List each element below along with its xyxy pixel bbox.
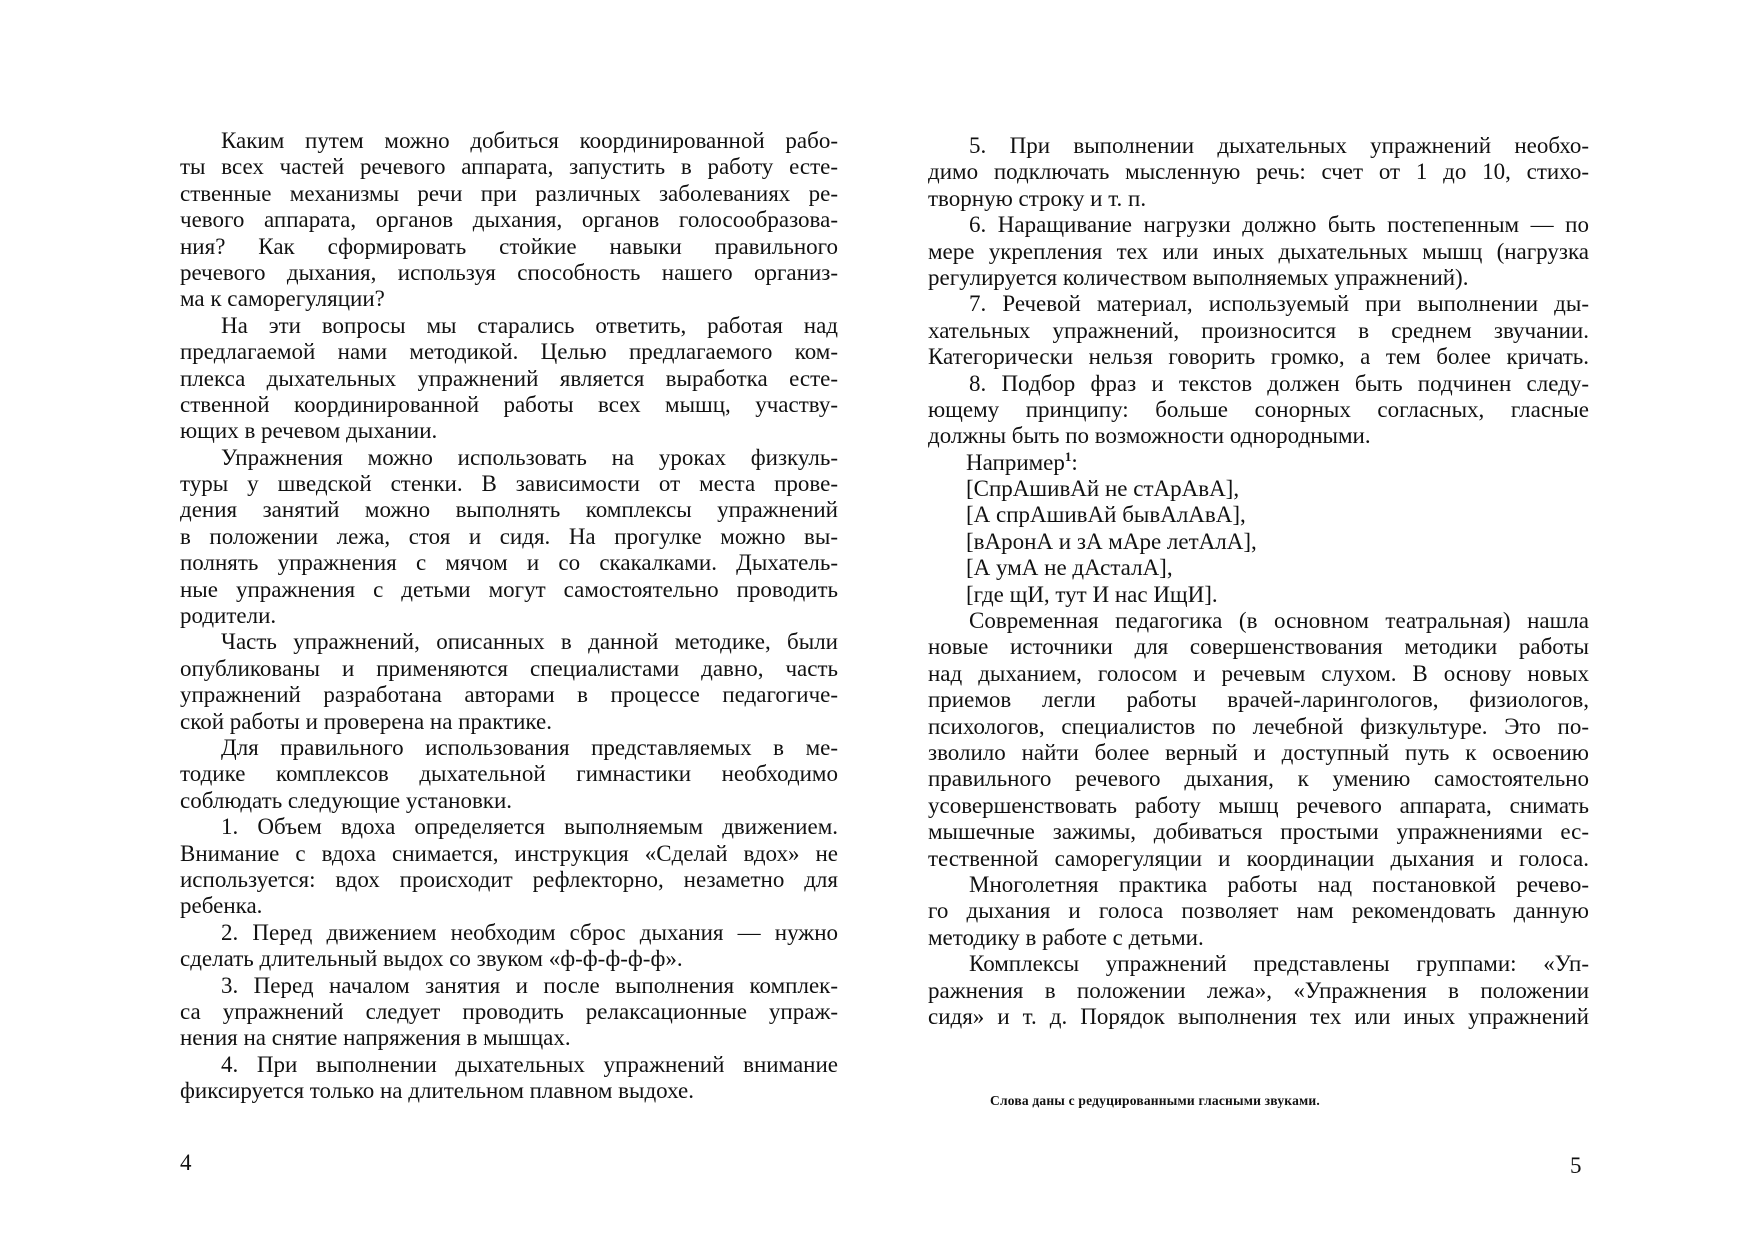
text-line	[180, 1052, 838, 1078]
line-text: ния? Как сформировать стойкие навыки правильного	[180, 233, 838, 259]
text-line	[180, 682, 838, 708]
line-text: 8. Подбор фраз и текстов должен быть подчинен следу-	[969, 370, 1589, 396]
text-line	[928, 265, 1589, 291]
line-text: На эти вопросы мы старались ответить, работая над	[221, 312, 838, 338]
text-line	[928, 898, 1589, 924]
text-line	[928, 186, 1589, 212]
page-number-left: 4	[180, 1150, 192, 1175]
line-text: 7. Речевой материал, используемый при выполнении ды-	[969, 291, 1589, 317]
text-line	[928, 951, 1589, 977]
text-line	[928, 608, 1589, 634]
text-line	[928, 793, 1589, 819]
line-text: Каким путем можно добиться координированной рабо-	[221, 128, 838, 153]
text-line	[180, 814, 838, 840]
text-line	[180, 656, 838, 682]
line-text: димо подключать мысленную речь: счет от 1 до 10, стихо-	[928, 159, 1589, 185]
line-text: са упражнений следует проводить релаксационные упраж-	[180, 998, 838, 1024]
text-line	[180, 709, 838, 735]
line-text: 3. Перед началом занятия и после выполнения комплек-	[221, 972, 838, 998]
line-text: ные упражнения с детьми могут самостоятельно проводить	[180, 576, 838, 602]
text-line	[928, 476, 1589, 502]
line-text: ражнения в положении лежа», «Упражнения в положении	[928, 977, 1589, 1003]
text-line	[180, 761, 838, 787]
line-text: над дыханием, голосом и речевым слухом. В основу новых	[928, 660, 1589, 686]
text-line	[928, 740, 1589, 766]
footnote: Слова даны с редуцированными гласными звуками.	[990, 1093, 1320, 1108]
text-line	[180, 629, 838, 655]
text-line	[180, 524, 838, 550]
line-text: [где щИ, тут И нас ИщИ].	[966, 581, 1218, 607]
line-text: дения занятий можно выполнять комплексы упражнений	[180, 497, 838, 523]
text-line	[928, 371, 1589, 397]
line-text: должны быть по возможности однородными.	[928, 423, 1371, 449]
text-line	[180, 471, 838, 497]
text-line	[180, 181, 838, 207]
text-line	[180, 260, 838, 286]
line-text: нения на снятие напряжения в мышцах.	[180, 1025, 571, 1051]
line-text: ющему принципу: больше сонорных согласных, гласные	[928, 396, 1589, 422]
line-text: плекса дыхательных упражнений является выработка есте-	[180, 365, 838, 391]
footnote-marker: 1	[1064, 448, 1072, 464]
text-line	[928, 450, 1589, 476]
text-line	[928, 582, 1589, 608]
line-text: методику в работе с детьми.	[928, 924, 1204, 950]
text-line	[180, 999, 838, 1025]
text-line	[928, 1004, 1589, 1030]
line-text: тественной саморегуляции и координации дыхания и голоса.	[928, 845, 1589, 871]
page-number-right: 5	[1570, 1153, 1582, 1178]
line-text: фиксируется только на длительном плавном выдохе.	[180, 1078, 694, 1104]
text-line	[180, 234, 838, 260]
line-text: го дыхания и голоса позволяет нам рекомендовать данную	[928, 898, 1589, 924]
line-text: Упражнения можно использовать на уроках физкуль-	[221, 444, 838, 470]
text-line	[928, 872, 1589, 898]
line-text: соблюдать следующие установки.	[180, 787, 513, 813]
text-line	[180, 973, 838, 999]
line-text: Часть упражнений, описанных в данной методике, были	[221, 629, 838, 655]
text-line	[928, 529, 1589, 555]
line-text: речевого дыхания, используя способность нашего организ-	[180, 259, 838, 285]
text-line	[180, 946, 838, 972]
text-line	[928, 423, 1589, 449]
line-text: туры у шведской стенки. В зависимости от места прове-	[180, 471, 838, 497]
line-text: ственной координированной работы всех мышц, участву-	[180, 391, 838, 417]
text-line	[928, 555, 1589, 581]
text-line	[180, 1078, 838, 1104]
line-text: предлагаемой нами методикой. Целью предлагаемого ком-	[180, 339, 838, 365]
text-line	[928, 661, 1589, 687]
line-text: ственные механизмы речи при различных заболеваниях ре-	[180, 180, 838, 206]
text-line	[928, 846, 1589, 872]
line-text: 2. Перед движением необходим сброс дыхания — нужно	[221, 919, 838, 945]
text-line	[928, 318, 1589, 344]
line-text: ты всех частей речевого аппарата, запустить в работу есте-	[180, 154, 838, 180]
text-line	[180, 207, 838, 233]
line-text: сидя» и т. д. Порядок выполнения тех или иных упражнений	[928, 1003, 1589, 1029]
line-text: хательных упражнений, произносится в среднем звучании.	[928, 317, 1589, 343]
line-text: родители.	[180, 603, 277, 629]
line-text: зволило найти более верный и доступный путь к освоению	[928, 739, 1589, 765]
line-text: в положении лежа, стоя и сидя. На прогулке можно вы-	[180, 523, 838, 549]
text-line	[180, 603, 838, 629]
line-text: мышечные зажимы, добиваться простыми упражнениями ес-	[928, 819, 1589, 845]
line-text: регулируется количеством выполняемых упражнений).	[928, 264, 1469, 290]
text-line	[928, 344, 1589, 370]
text-line	[180, 550, 838, 576]
line-text: ребенка.	[180, 893, 263, 919]
line-text-after: :	[1071, 449, 1078, 475]
line-text: психологов, специалистов по лечебной физкультуре. Это по-	[928, 713, 1589, 739]
line-text: упражнений разработана авторами в процессе педагогиче-	[180, 682, 838, 708]
text-line	[180, 497, 838, 523]
text-line	[180, 313, 838, 339]
line-text: 4. При выполнении дыхательных упражнений внимание	[221, 1051, 838, 1077]
text-line	[928, 133, 1589, 159]
text-line	[928, 714, 1589, 740]
line-text: тодике комплексов дыхательной гимнастики необходимо	[180, 761, 838, 787]
line-text: [А умА не дАсталА],	[966, 555, 1173, 581]
left-page-text	[180, 128, 838, 1104]
text-line	[180, 841, 838, 867]
text-line	[180, 735, 838, 761]
text-line	[928, 925, 1589, 951]
line-text: Современная педагогика (в основном театральная) нашла	[969, 608, 1589, 634]
text-line	[928, 819, 1589, 845]
line-text: полнять упражнения с мячом и со скакалками. Дыхатель-	[180, 550, 838, 576]
line-text: творную строку и т. п.	[928, 185, 1147, 211]
line-text: сделать длительный выдох со звуком «ф-ф-ф-ф-ф».	[180, 946, 683, 972]
text-line	[180, 577, 838, 603]
text-line	[180, 445, 838, 471]
line-text: усовершенствовать работу мышц речевого аппарата, снимать	[928, 792, 1589, 818]
text-line	[180, 339, 838, 365]
line-text: 1. Объем вдоха определяется выполняемым движением.	[221, 814, 838, 840]
line-text: используется: вдох происходит рефлекторно, незаметно для	[180, 866, 838, 892]
line-text: мере укрепления тех или иных дыхательных мышц (нагрузка	[928, 238, 1589, 264]
text-line	[180, 1025, 838, 1051]
line-text: Внимание с вдоха снимается, инструкция «Сделай вдох» не	[180, 840, 838, 866]
line-text: ющих в речевом дыхании.	[180, 418, 438, 444]
line-text: [СпрАшивАй не стАрАвА],	[966, 476, 1240, 502]
line-text: Категорически нельзя говорить громко, а тем более кричать.	[928, 344, 1589, 370]
text-line	[180, 920, 838, 946]
line-text: приемов легли работы врачей-ларингологов, физиологов,	[928, 687, 1589, 713]
line-text: 5. При выполнении дыхательных упражнений необхо-	[969, 133, 1589, 158]
text-line	[180, 867, 838, 893]
line-text: [вАронА и зА мАре летАлА],	[966, 528, 1257, 554]
text-line	[180, 366, 838, 392]
text-line	[928, 397, 1589, 423]
right-page-text	[928, 133, 1589, 1030]
text-line	[928, 634, 1589, 660]
text-line	[928, 766, 1589, 792]
line-text: Например	[966, 449, 1065, 475]
line-text: чевого аппарата, органов дыхания, органов голосообразова-	[180, 207, 838, 233]
text-line	[180, 392, 838, 418]
text-line	[928, 291, 1589, 317]
text-line	[180, 154, 838, 180]
line-text: правильного речевого дыхания, к умению самостоятельно	[928, 766, 1589, 792]
line-text: опубликованы и применяются специалистами давно, часть	[180, 655, 838, 681]
text-line	[928, 159, 1589, 185]
text-line	[928, 212, 1589, 238]
text-line	[928, 687, 1589, 713]
line-text: Для правильного использования представляемых в ме-	[221, 734, 838, 760]
text-line	[928, 502, 1589, 528]
line-text: Многолетняя практика работы над постановкой речево-	[969, 871, 1589, 897]
line-text: ской работы и проверена на практике.	[180, 708, 552, 734]
line-text: [А спрАшивАй бывАлАвА],	[966, 502, 1246, 528]
line-text: ма к саморегуляции?	[180, 286, 385, 312]
text-line	[180, 418, 838, 444]
text-line	[928, 239, 1589, 265]
line-text: новые источники для совершенствования методики работы	[928, 634, 1589, 660]
text-line	[928, 978, 1589, 1004]
line-text: Комплексы упражнений представлены группами: «Уп-	[969, 951, 1589, 977]
line-text: 6. Наращивание нагрузки должно быть постепенным — по	[969, 212, 1589, 238]
text-line	[180, 286, 838, 312]
text-line	[180, 893, 838, 919]
text-line	[180, 788, 838, 814]
text-line	[180, 128, 838, 154]
